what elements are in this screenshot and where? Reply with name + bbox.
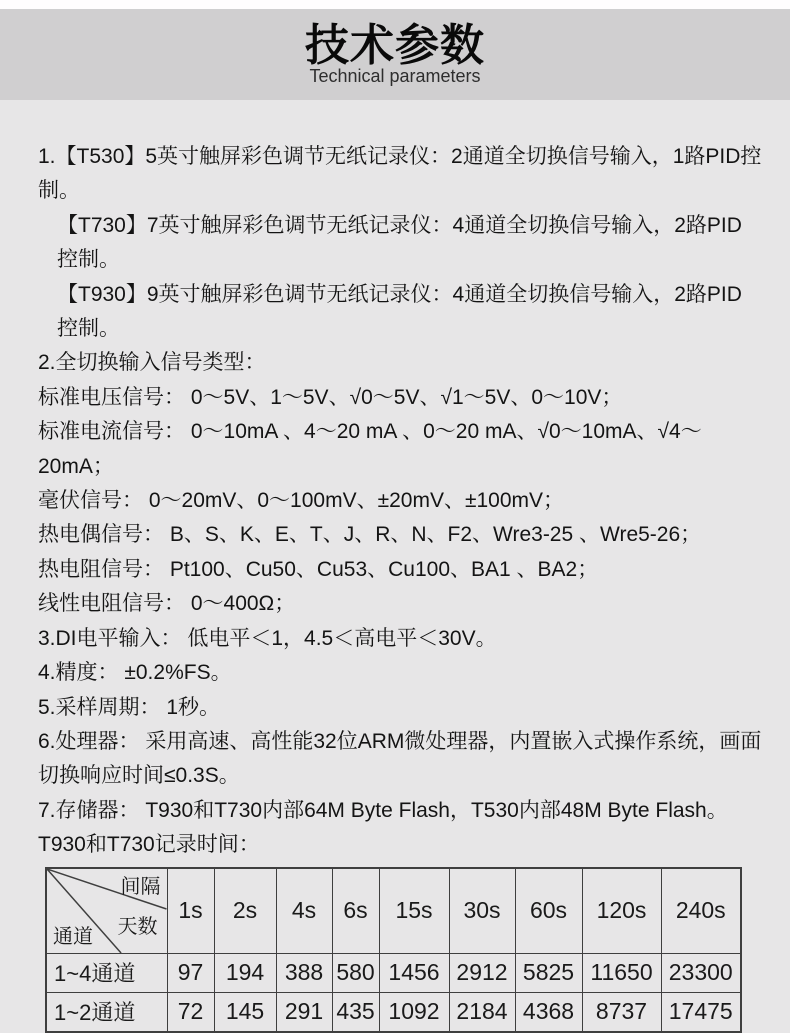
spec-line: T930和T730记录时间：: [38, 833, 260, 857]
corner-label-interval: 间隔: [120, 875, 161, 898]
interval-header-cell: 30s: [449, 868, 515, 954]
row-label-cell: 1~4通道: [46, 953, 167, 992]
record-days-cell: 1092: [379, 992, 449, 1032]
table-row: [46, 953, 741, 992]
record-days-cell: 194: [214, 953, 276, 992]
spec-line: 【T930】9英寸触屏彩色调节无纸记录仪：4通道全切换信号输入，2路PID控制。: [57, 282, 742, 341]
spec-line: 【T730】7英寸触屏彩色调节无纸记录仪：4通道全切换信号输入，2路PID控制。: [57, 213, 742, 272]
record-days-cell: 23300: [661, 953, 741, 992]
interval-header-cell: 240s: [661, 868, 741, 954]
interval-header-cell: 2s: [214, 868, 276, 954]
record-days-cell: 388: [276, 953, 332, 992]
corner-label-days: 天数: [117, 915, 158, 938]
spec-line: 7.存储器： T930和T730内部64M Byte Flash，T530内部48M Byte Flash。: [38, 798, 728, 822]
record-days-cell: 291: [276, 992, 332, 1032]
interval-header-cell: 1s: [167, 868, 214, 954]
spec-line: 3.DI电平输入： 低电平＜1，4.5＜高电平＜30V。: [38, 626, 497, 650]
record-days-cell: 5825: [515, 953, 582, 992]
page-title: 技术参数: [305, 21, 485, 70]
spec-line: 6.处理器： 采用高速、高性能32位ARM微处理器，内置嵌入式操作系统，画面切换响应时间≤0.3S。: [38, 729, 762, 788]
record-days-cell: 4368: [515, 992, 582, 1032]
record-days-cell: 145: [214, 992, 276, 1032]
record-days-cell: 17475: [661, 992, 741, 1032]
specs-section: [0, 100, 790, 863]
record-days-cell: 2184: [449, 992, 515, 1032]
record-days-cell: 1456: [379, 953, 449, 992]
interval-header-cell: 120s: [582, 868, 661, 954]
record-days-cell: 97: [167, 953, 214, 992]
top-white-strip: [0, 0, 790, 9]
record-days-cell: 2912: [449, 953, 515, 992]
interval-header-cell: 15s: [379, 868, 449, 954]
spec-line: 1.【T530】5英寸触屏彩色调节无纸记录仪：2通道全切换信号输入，1路PID控制。: [38, 145, 762, 203]
interval-header-cell: 4s: [276, 868, 332, 954]
page-subtitle: Technical parameters: [309, 66, 481, 86]
record-days-cell: 580: [332, 953, 379, 992]
table-header-row: [46, 868, 741, 954]
interval-header-cell: 60s: [515, 868, 582, 954]
spec-line: 5.采样周期： 1秒。: [38, 695, 221, 719]
record-days-cell: 435: [332, 992, 379, 1032]
record-days-cell: 8737: [582, 992, 661, 1032]
spec-line: 4.精度： ±0.2%FS。: [38, 661, 232, 685]
spec-line: 热电偶信号： B、S、K、E、T、J、R、N、F2、Wre3-25 、Wre5-26；: [38, 523, 702, 547]
record-days-cell: 72: [167, 992, 214, 1032]
corner-label-channel: 通道: [53, 925, 93, 948]
table-row: [46, 992, 741, 1032]
header-banner: [0, 9, 790, 100]
spec-line: 标准电压信号： 0～5V、1～5V、√0～5V、√1～5V、0～10V；: [38, 385, 623, 409]
row-label-cell: 1~2通道: [46, 992, 167, 1032]
interval-header-cell: 6s: [332, 868, 379, 954]
spec-line: 毫伏信号： 0～20mV、0～100mV、±20mV、±100mV；: [38, 489, 565, 513]
record-days-cell: 11650: [582, 953, 661, 992]
spec-line: 标准电流信号： 0～10mA 、4～20 mA 、0～20 mA、√0～10mA、√4～20mA；: [38, 420, 702, 478]
spec-line: 热电阻信号： Pt100、Cu50、Cu53、Cu100、BA1 、BA2；: [38, 557, 599, 581]
spec-line: 2.全切换输入信号类型：: [38, 351, 266, 375]
table-corner-cell: [46, 868, 167, 954]
record-time-table: [45, 867, 742, 1033]
spec-line: 线性电阻信号： 0～400Ω；: [38, 592, 296, 616]
